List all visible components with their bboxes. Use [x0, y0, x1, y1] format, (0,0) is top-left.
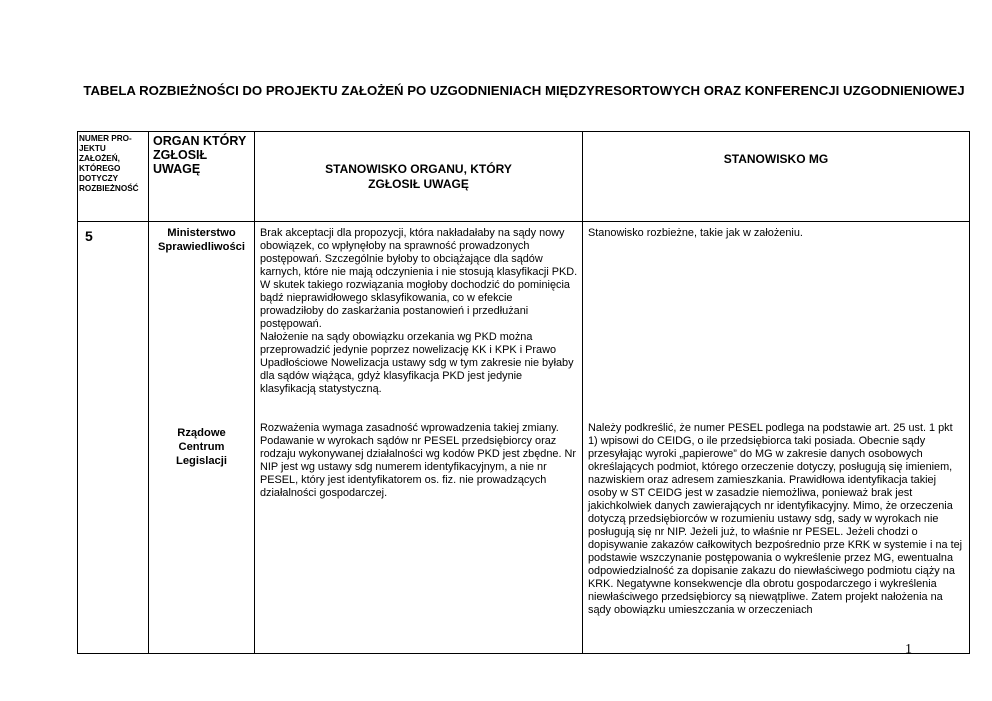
organ-name: Rządowe Centrum Legislacji	[176, 427, 227, 467]
document-title: TABELA ROZBIEŻNOŚCI DO PROJEKTU ZAŁOŻEŃ PO UZGODNIENIACH MIĘDZYRESORTOWYCH ORAZ KONFERENCJI UZGODNIENIOWEJ	[83, 83, 965, 98]
organ-name: Ministerstwo Sprawiedliwości	[157, 227, 246, 253]
table-row	[78, 222, 970, 654]
table-header-row	[78, 132, 970, 222]
organ-position-paragraph: Rozważenia wymaga zasadność wprowadzenia takiej zmiany.	[260, 422, 559, 434]
mg-position-paragraph: Stanowisko rozbieżne, takie jak w założeniu.	[588, 227, 803, 239]
header-organ-position-text: STANOWISKO ORGANU, KTÓRY ZGŁOSIŁ UWAGĘ	[325, 161, 512, 191]
page-number: 1	[905, 642, 912, 657]
mg-position-cell	[583, 222, 970, 654]
mg-position-paragraph: Należy podkreślić, że numer PESEL podlega na podstawie art. 25 ust. 1 pkt 1) wpisowi do CEIDG, o ile przedsiębiorca taki posiada. Obecnie sądy przesyłając wyroki „papierowe” do MG w zakresie danych osobowych określających podmiot, którego orzeczenie dotyczy, posługują się imieniem, nazwiskiem oraz adresem zamieszkania. Prawidłowa identyfikacja takiej osoby w ST CEIDG jest w zasadzie niemożliwa, ponieważ brak jest jakichkolwiek danych zawierających nr identyfikacyjny. Mimo, że orzeczenia dotyczą przedsiębiorców w rozumieniu ustawy sdg, sady w wyrokach nie posługują się nr NIP. Jeżeli już, to właśnie nr PESEL. Jeżeli chodzi o dopisywanie zakazów całkowitych bezpośrednio prze KRK w systemie i na tej podstawie wszczynanie postępowania o wykreślenie przez MG, ewentualna odpowiedzialność za dopisanie zakazu do niewłaściwego podmiotu ciąży na KRK. Negatywne konsekwencje dla obrotu gospodarczego i wykreślenia niewłaściwego przedsiębiorcy są niewątpliwe. Zatem projekt nałożenia na sądy obowiązku umieszczania w orzeczeniach	[588, 422, 963, 616]
organ-cell	[149, 222, 255, 654]
organ-position-paragraph: Brak akceptacji dla propozycji, która nakładałaby na sądy nowy obowiązek, co wpłynęłoby na sprawność prowadzonych postępowań. Szczególnie byłoby to obciążające dla sądów karnych, które nie mają odczynienia i nie stosują klasyfikacji PKD. W skutek takiego rozwiązania mogłoby dochodzić do pominięcia bądź nieprawidłowego sklasyfikowania, co w efekcie prowadziłoby do zaskarżania postanowień i przedłużani postępowań.	[260, 227, 578, 330]
organ-position-cell	[255, 222, 583, 654]
organ-position-paragraph: Nałożenie na sądy obowiązku orzekania wg PKD można przeprowadzić jedynie poprzez nowelizację KK i KPK i Prawo Upadłościowe Nowelizacja ustawy sdg w tym zakresie nie byłaby dla sądów wiążąca, gdyż klasyfikacja PKD jest jedynie klasyfikacją statystyczną.	[260, 331, 574, 395]
organ-position-paragraph: Podawanie w wyrokach sądów nr PESEL przedsiębiorcy oraz rodzaju wykonywanej działalności wg kodów PKD jest zbędne. Nr NIP jest wg ustawy sdg numerem identyfikacyjnym, a nie nr PESEL, który jest identyfikatorem os. fiz. nie prowadzących działalności gospodarczej.	[260, 435, 576, 499]
header-organ-position	[255, 132, 583, 222]
discrepancy-table	[77, 131, 970, 654]
header-project-number: NUMER PRO-JEKTU ZAŁOŻEŃ, KTÓREGO DOTYCZY ROZBIEŻNOŚĆ	[78, 132, 149, 222]
header-organ: ORGAN KTÓRY ZGŁOSIŁ UWAGĘ	[149, 132, 255, 222]
row-number: 5	[78, 222, 149, 654]
header-mg-position	[583, 132, 970, 222]
header-mg-position-text: STANOWISKO MG	[723, 152, 829, 166]
